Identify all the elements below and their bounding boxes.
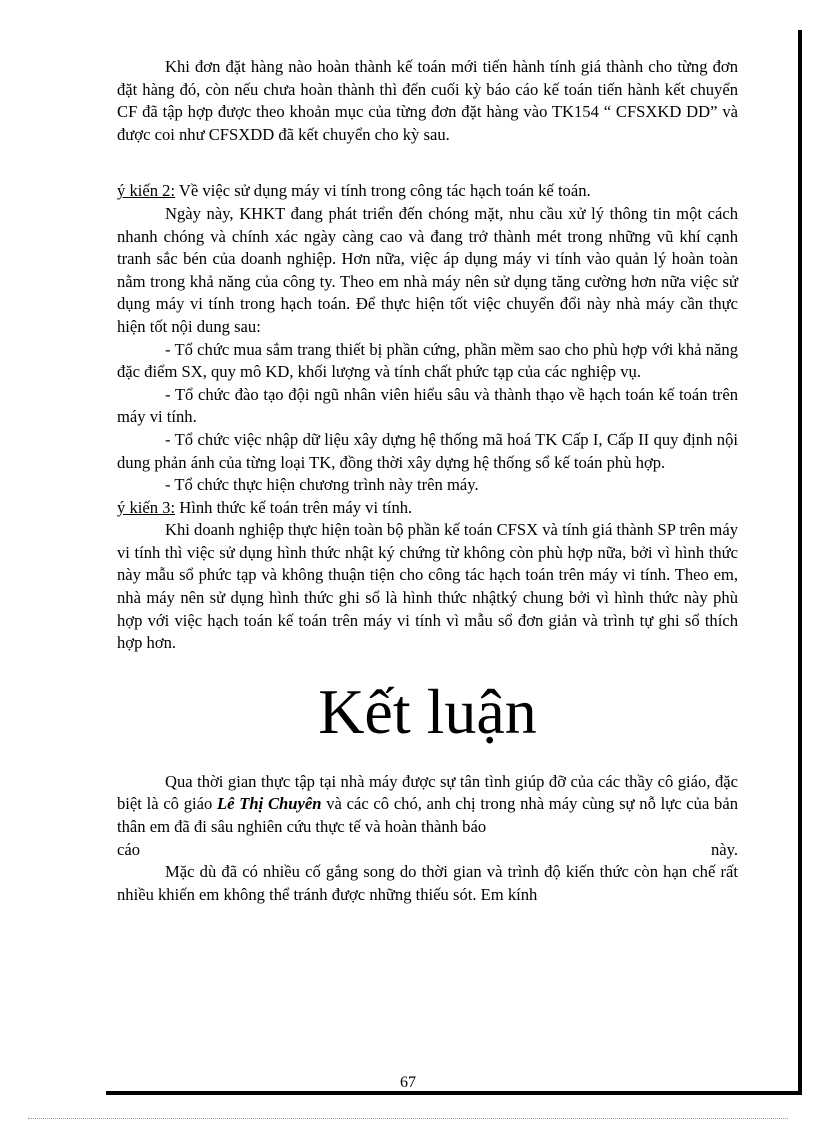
paragraph-4-part-b: và các cô chó, anh chị trong nhà máy cùng sự nỗ lực của bản thân em đã đi sâu nghiên cứu thực tế và hoàn thành báo [117,794,739,837]
paragraph-1: Khi đơn đặt hàng nào hoàn thành kế toán mới tiến hành tính giá thành cho từng đơn đặt hàng đó, còn nếu chưa hoàn thành thì đến cuối kỳ báo cáo kế toán tiến hành kết chuyển CF đã tập hợp được theo khoản mục của từng đơn đặt hàng vào TK154 “ CFSXKD DD” và được coi như CFSXDD đã kết chuyển cho kỳ sau. [117,57,738,144]
bullet-2: - Tổ chức đào tạo đội ngũ nhân viên hiểu sâu và thành thạo về hạch toán kế toán trên máy vi tính. [117,384,738,427]
opinion-3-text: Hình thức kế toán trên máy vi tính. [175,497,413,517]
opinion-3-label: ý kiến 3: [117,497,176,517]
paragraph-3: Khi doanh nghiệp thực hiện toàn bộ phần kế toán CFSX và tính giá thành SP trên máy vi tính thì việc sử dụng hình thức nhật ký chứng từ không còn phù hợp nữa, bởi vì hình thức này mẫu sổ phức tạp và không thuận tiện cho công tác hạch toán trên máy vi tính. Theo em, nhà máy nên sử dụng hình thức ghi sổ là hình thức nhậtký chung bởi vì hình thức này phù hợp với việc hạch toán kế toán trên máy vi tính vì mẫu sổ đơn giản và trình tự ghi sổ thích hợp hơn. [117,520,738,653]
bottom-dotted-line [28,1118,788,1119]
paragraph-4-last-line [117,839,738,862]
bullet-1: - Tổ chức mua sắm trang thiết bị phần cứng, phần mềm sao cho phù hợp với khả năng đặc điểm SX, quy mô KD, khối lượng và tính chất phức tạp của các nghiệp vụ. [117,339,738,382]
opinion-2-text: Về việc sử dụng máy vi tính trong công tác hạch toán kế toán. [175,181,591,201]
paragraph-4-last-left: cáo [117,839,141,859]
document-page [117,56,738,906]
paragraph-5: Mặc dù đã có nhiều cố gắng song do thời gian và trình độ kiến thức còn hạn chế rất nhiều khiến em không thể tránh được những thiếu sót. Em kính [117,862,738,904]
spacer [117,146,738,180]
paragraph-4-part-a: Qua thời gian thực tập tại nhà máy được sự tân tình giúp đỡ của các thầy cô giáo, đặc biệt là cô giáo [117,771,738,814]
section-title: Kết luận [318,675,537,747]
page-number: 67 [400,1074,416,1091]
paragraph-4 [117,771,738,839]
opinion-2-heading [117,180,738,203]
opinion-3-heading [117,497,738,520]
paragraph-4-last-right: này. [710,839,738,859]
paragraph-2: Ngày này, KHKT đang phát triển đến chóng mặt, nhu cầu xử lý thông tin một cách nhanh chóng và chính xác ngày càng cao và đang trở thành mét trong những vũ khí cạnh tranh sắc bén của doanh nghiệp. Hơn nữa, việc áp dụng máy vi tính vào quản lý hoàn toàn nằm trong khả năng của công ty. Theo em nhà máy nên sử dụng tăng cường hơn nữa việc sử dụng máy vi tính trong hạch toán. Để thực hiện tốt việc chuyển đổi này nhà máy cần thực hiện tốt nội dung sau: [117,203,738,336]
advisor-name: Lê Thị Chuyên [217,794,322,814]
opinion-2-label: ý kiến 2: [117,181,176,201]
bullet-4: - Tổ chức thực hiện chương trình này trên máy. [165,475,479,495]
bullet-3: - Tổ chức việc nhập dữ liệu xây dựng hệ thống mã hoá TK Cấp I, Cấp II quy định nội dung phản ánh của từng loại TK, đồng thời xây dựng hệ thống sổ kế toán phù hợp. [117,429,738,472]
